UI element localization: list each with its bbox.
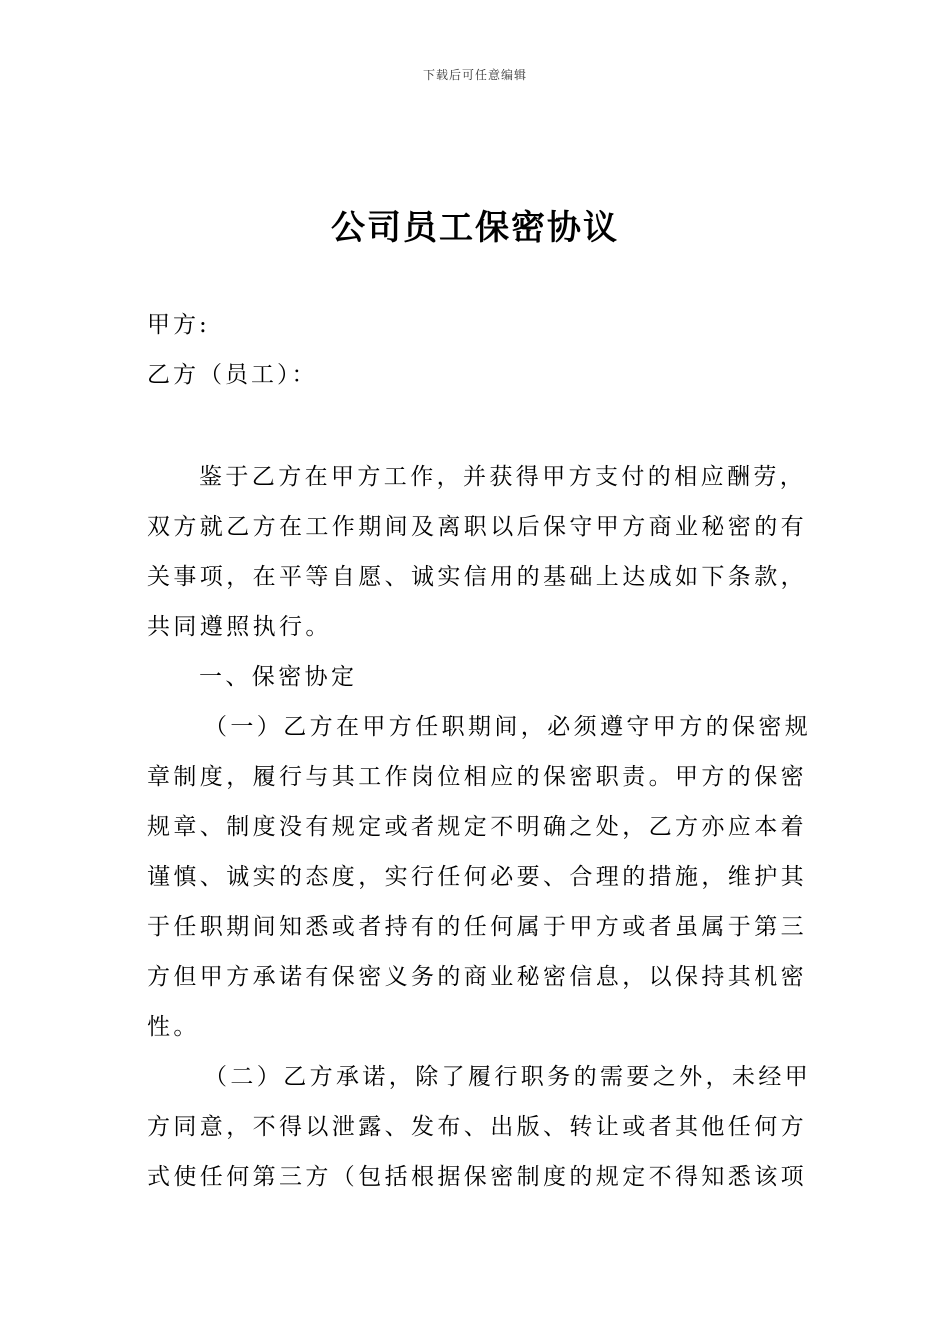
paragraph-line: 于任职期间知悉或者持有的任何属于甲方或者虽属于第三 — [147, 914, 807, 940]
paragraph-line: 谨慎、诚实的态度，实行任何必要、合理的措施，维护其 — [147, 864, 807, 890]
party-block — [147, 305, 318, 405]
paragraph-line: （二）乙方承诺，除了履行职务的需要之外，未经甲 — [204, 1064, 812, 1090]
paragraph-line: 规章、制度没有规定或者规定不明确之处，乙方亦应本着 — [147, 814, 807, 840]
paragraph-line: 双方就乙方在工作期间及离职以后保守甲方商业秘密的有 — [147, 514, 807, 540]
paragraph-line: 关事项，在平等自愿、诚实信用的基础上达成如下条款， — [147, 564, 807, 590]
header-note: 下载后可任意编辑 — [422, 68, 527, 82]
section-heading — [147, 652, 807, 702]
clause-1-paragraph — [147, 702, 812, 1052]
paragraph-line: 方但甲方承诺有保密义务的商业秘密信息，以保持其机密 — [147, 964, 807, 990]
party-a-line: 甲方: — [147, 312, 210, 338]
preamble-paragraph — [147, 452, 807, 652]
document-title: 公司员工保密协议 — [331, 208, 619, 248]
paragraph-line: 方同意，不得以泄露、发布、出版、转让或者其他任何方 — [147, 1114, 807, 1140]
paragraph-line: （一）乙方在甲方任职期间，必须遵守甲方的保密规 — [204, 714, 812, 740]
paragraph-line: 性。 — [147, 1014, 200, 1040]
party-b-line: 乙方（员工）： — [147, 362, 318, 388]
section-heading-text: 一、保密协定 — [199, 664, 358, 690]
paragraph-line: 式使任何第三方（包括根据保密制度的规定不得知悉该项 — [147, 1164, 807, 1190]
agreement-body — [147, 452, 812, 1202]
clause-2-paragraph — [147, 1052, 812, 1202]
paragraph-line: 共同遵照执行。 — [147, 614, 332, 640]
paragraph-line: 鉴于乙方在甲方工作，并获得甲方支付的相应酬劳， — [199, 464, 807, 490]
paragraph-line: 章制度，履行与其工作岗位相应的保密职责。甲方的保密 — [147, 764, 807, 790]
